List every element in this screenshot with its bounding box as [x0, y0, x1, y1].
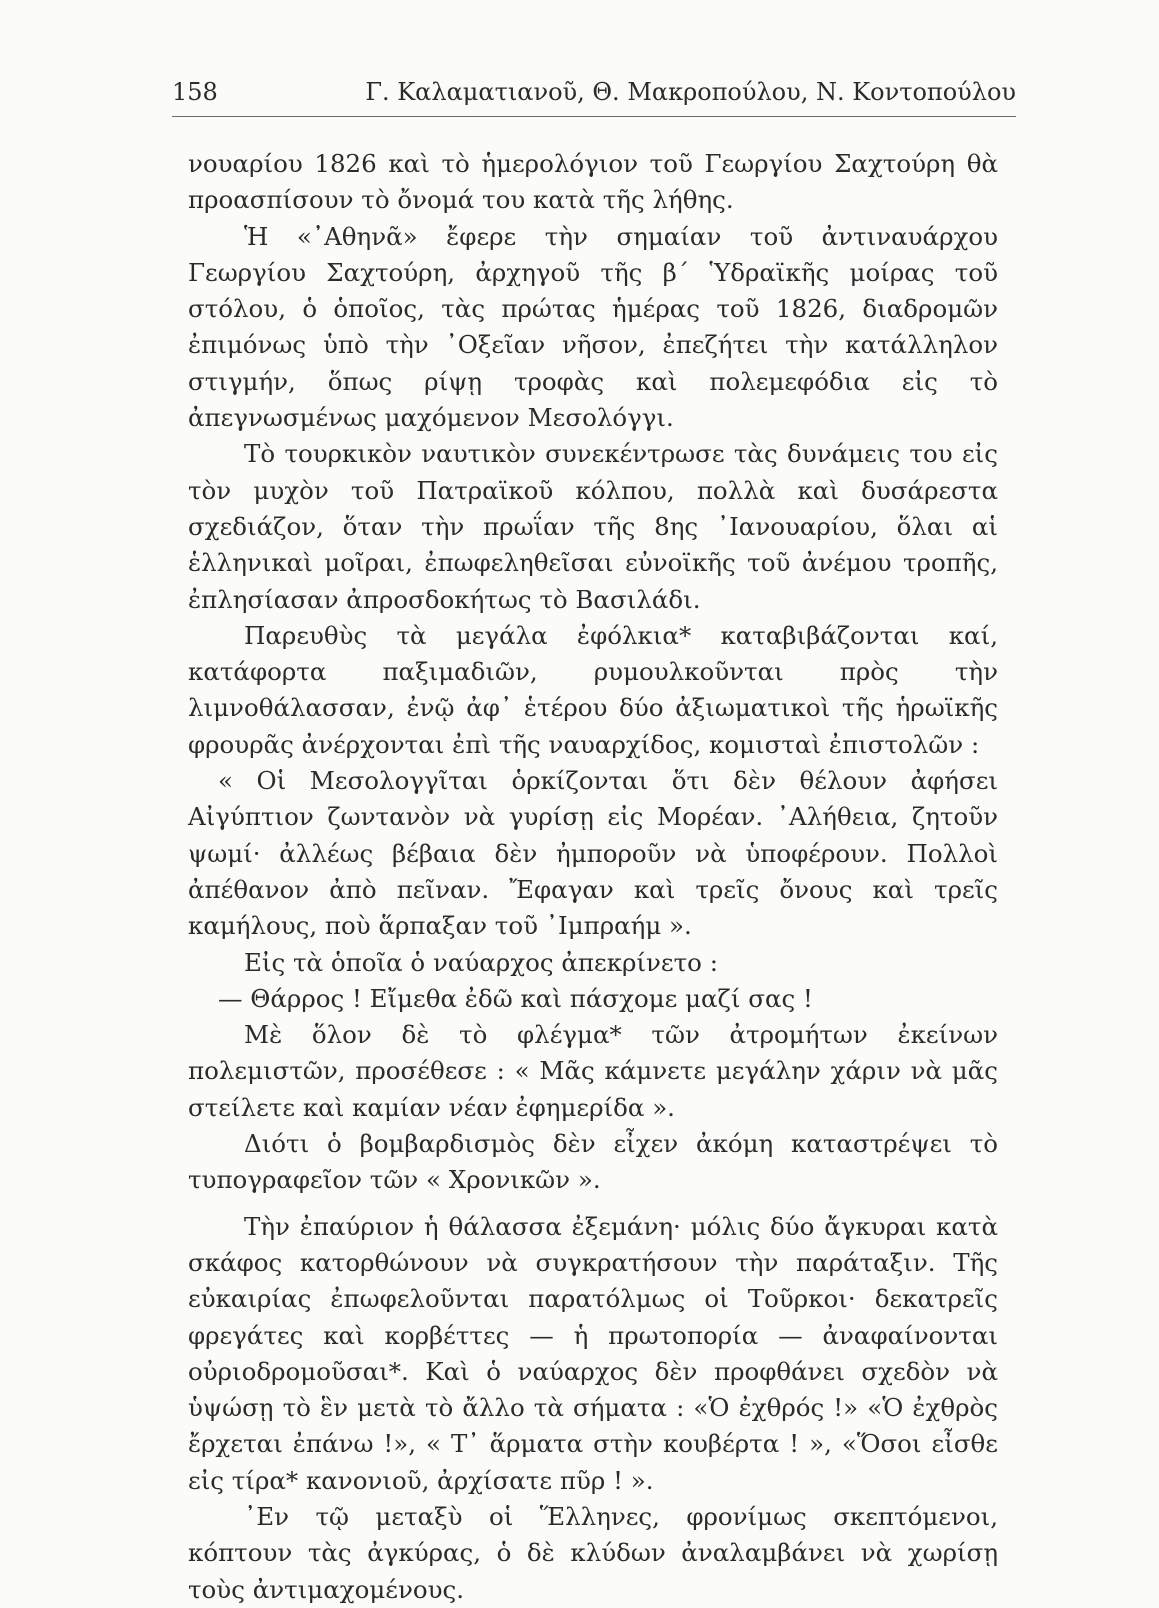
- body-text: [188, 146, 998, 1608]
- paragraph: Τὴν ἐπαύριον ἡ θάλασσα ἐξεμάνη· μόλις δύο ἄγκυραι κατὰ σκάφος κατορθώνουν νὰ συγκρατήσουν τὴν παράταξιν. Τῆς εὐκαιρίας ἐπωφελοῦνται παρατόλμως οἱ Τοῦρκοι· δεκατρεῖς φρεγάτες καὶ κορβέττες — ἡ πρωτοπορία — ἀναφαίνονται οὐριοδρομοῦσαι*. Καὶ ὁ ναύαρχος δὲν προφθάνει σχεδὸν νὰ ὑψώσῃ τὸ ἓν μετὰ τὸ ἄλλο τὰ σήματα : «Ὁ ἐχθρός !» «Ὁ ἐχθρὸς ἔρχεται ἐπάνω !», « Τ᾿ ἅρματα στὴν κουβέρτα ! », «Ὅσοι εἶσθε εἰς τίρα* κανονιοῦ, ἀρχίσατε πῦρ ! ».: [188, 1211, 998, 1495]
- paragraph: Διότι ὁ βομβαρδισμὸς δὲν εἶχεν ἀκόμη καταστρέψει τὸ τυπογραφεῖον τῶν « Χρονικῶν ».: [188, 1129, 998, 1195]
- page-header: [172, 72, 1016, 112]
- paragraph: ᾿Εν τῷ μεταξὺ οἱ Ἕλληνες, φρονίμως σκεπτόμενοι, κόπτουν τὰς ἀγκύρας, ὁ δὲ κλύδων ἀναλαμβάνει νὰ χωρίσῃ τοὺς ἀντιμαχομένους.: [188, 1501, 998, 1604]
- page-number: 158: [172, 78, 218, 106]
- quoted-letter: « Οἱ Μεσολογγῖται ὁρκίζονται ὅτι δὲν θέλουν ἀφήσει Αἰγύπτιον ζωντανὸν νὰ γυρίσῃ εἰς Μορέαν. ᾿Αλήθεια, ζητοῦν ψωμί· ἀλλέως βέβαια δὲν ἠμποροῦν νὰ ὑποφέρουν. Πολλοὶ ἀπέθανον ἀπὸ πεῖναν. Ἔφαγαν καὶ τρεῖς ὄνους καὶ τρεῖς καμήλους, ποὺ ἅρπαξαν τοῦ ᾿Ιμπραήμ ».: [188, 766, 998, 941]
- dialogue-line: — Θάρρος ! Εἴμεθα ἐδῶ καὶ πάσχομε μαζί σας !: [218, 983, 813, 1013]
- paragraph: Παρευθὺς τὰ μεγάλα ἐφόλκια* καταβιβάζονται καί, κατάφορτα παξιμαδιῶν, ρυμουλκοῦνται πρὸς τὴν λιμνοθάλασσαν, ἐνῷ ἀφ᾿ ἑτέρου δύο ἀξιωματικοὶ τῆς ἡρωϊκῆς φρουρᾶς ἀνέρχονται ἐπὶ τῆς ναυαρχίδος, κομισταὶ ἐπιστολῶν :: [188, 620, 998, 759]
- running-head: Γ. Καλαματιανοῦ, Θ. Μακροπούλου, Ν. Κοντοπούλου: [365, 78, 1016, 106]
- paragraph: Μὲ ὅλον δὲ τὸ φλέγμα* τῶν ἀτρομήτων ἐκείνων πολεμιστῶν, προσέθεσε : « Μᾶς κάμνετε μεγάλην χάριν νὰ μᾶς στείλετε καὶ καμίαν νέαν ἐφημερίδα ».: [188, 1020, 998, 1122]
- paragraph: νουαρίου 1826 καὶ τὸ ἡμερολόγιον τοῦ Γεωργίου Σαχτούρη θὰ προασπίσουν τὸ ὄνομά του κατὰ τῆς λήθης.: [188, 149, 998, 215]
- paragraph: Εἰς τὰ ὁποῖα ὁ ναύαρχος ἀπεκρίνετο :: [244, 947, 718, 977]
- header-rule: [172, 116, 1016, 117]
- paragraph: Τὸ τουρκικὸν ναυτικὸν συνεκέντρωσε τὰς δυνάμεις του εἰς τὸν μυχὸν τοῦ Πατραϊκοῦ κόλπου, πολλὰ καὶ δυσάρεστα σχεδιάζον, ὅταν τὴν πρωΐαν τῆς 8ης ᾿Ιανουαρίου, ὅλαι αἱ ἑλληνικαὶ μοῖραι, ἐπωφεληθεῖσαι εὐνοϊκῆς τοῦ ἀνέμου τροπῆς, ἐπλησίασαν ἀπροσδοκήτως τὸ Βασιλάδι.: [188, 439, 998, 614]
- paragraph: Ἡ «᾿Αθηνᾶ» ἔφερε τὴν σημαίαν τοῦ ἀντιναυάρχου Γεωργίου Σαχτούρη, ἀρχηγοῦ τῆς β΄ Ὑδραϊκῆς μοίρας τοῦ στόλου, ὁ ὁποῖος, τὰς πρώτας ἡμέρας τοῦ 1826, διαδρομῶν ἐπιμόνως ὑπὸ τὴν ᾿Οξεῖαν νῆσον, ἐπεζήτει τὴν κατάλληλον στιγμήν, ὅπως ρίψῃ τροφὰς καὶ πολεμεφόδια εἰς τὸ ἀπεγνωσμένως μαχόμενον Μεσολόγγι.: [188, 221, 998, 433]
